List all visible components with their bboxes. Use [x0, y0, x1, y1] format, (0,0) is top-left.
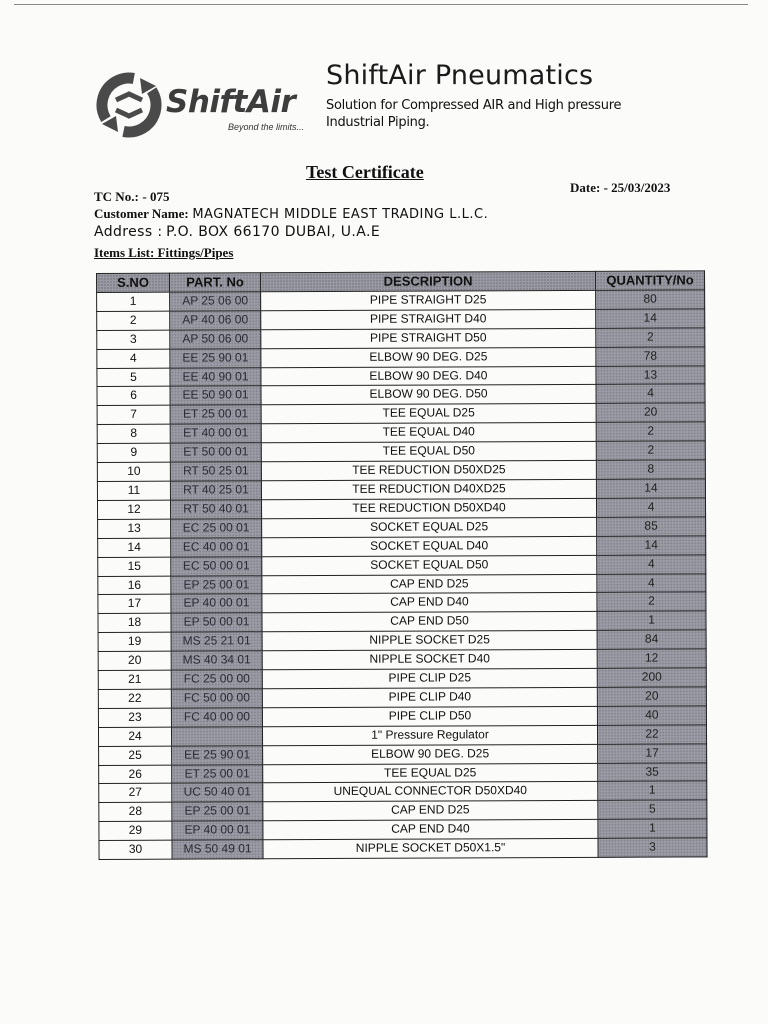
cell-quantity: 78 [596, 346, 705, 365]
cell-sno: 7 [97, 406, 170, 425]
cell-part-no: RT 50 40 01 [170, 500, 261, 519]
cell-sno: 22 [98, 689, 171, 708]
cell-sno: 18 [98, 613, 171, 632]
tc-number-line [94, 188, 488, 205]
cell-sno: 25 [99, 746, 172, 765]
cell-part-no [171, 727, 262, 746]
cell-part-no: EE 50 90 01 [170, 386, 261, 405]
cell-quantity: 4 [596, 384, 705, 403]
cell-quantity: 2 [596, 328, 705, 347]
cell-description: SOCKET EQUAL D50 [262, 555, 597, 575]
cell-quantity: 40 [597, 706, 706, 725]
logo-tagline: Beyond the limits... [228, 122, 305, 132]
cell-sno: 4 [97, 349, 170, 368]
header-sno: S.NO [97, 273, 170, 292]
cell-sno: 1 [97, 292, 170, 311]
cell-quantity: 2 [596, 422, 705, 441]
cell-sno: 3 [97, 330, 170, 349]
cell-description: CAP END D40 [262, 593, 597, 613]
cell-description: TEE EQUAL D40 [261, 423, 596, 443]
customer-name: MAGNATECH MIDDLE EAST TRADING L.L.C. [192, 207, 489, 222]
header-quantity: QUANTITY/No [595, 271, 704, 290]
cell-sno: 16 [98, 576, 171, 595]
cell-quantity: 1 [597, 611, 706, 630]
cell-description: ELBOW 90 DEG. D25 [263, 744, 598, 764]
cell-sno: 21 [98, 670, 171, 689]
cell-sno: 2 [97, 311, 170, 330]
cell-part-no: RT 40 25 01 [170, 481, 261, 500]
cell-sno: 6 [97, 387, 170, 406]
cell-description: TEE EQUAL D50 [261, 441, 596, 461]
cell-description: NIPPLE SOCKET D25 [262, 631, 597, 651]
cell-sno: 13 [98, 519, 171, 538]
cell-quantity: 2 [597, 592, 706, 611]
cell-part-no: ET 50 00 01 [170, 443, 261, 462]
cell-part-no: EP 25 00 01 [172, 802, 263, 821]
table-header-row [97, 271, 705, 293]
cell-sno: 20 [98, 651, 171, 670]
cell-quantity: 200 [597, 668, 706, 687]
address-label: Address : [94, 224, 163, 240]
date-label: Date: [570, 180, 601, 195]
cell-description: PIPE CLIP D25 [262, 668, 597, 688]
cell-quantity: 3 [598, 838, 707, 857]
cell-sno: 26 [99, 765, 172, 784]
cell-part-no: EC 25 00 01 [171, 519, 262, 538]
cell-quantity: 14 [597, 536, 706, 555]
address-value: P.O. BOX 66170 DUBAI, U.A.E [166, 224, 381, 240]
cell-sno: 19 [98, 632, 171, 651]
cell-sno: 17 [98, 595, 171, 614]
company-tagline: Solution for Compressed AIR and High pressure Industrial Piping. [326, 98, 622, 130]
cell-description: PIPE CLIP D40 [262, 687, 597, 707]
cell-part-no: EP 40 00 01 [171, 594, 262, 613]
cell-quantity: 20 [597, 687, 706, 706]
cell-quantity: 4 [596, 498, 705, 517]
items-list-heading: Items List: Fittings/Pipes [94, 245, 234, 260]
cell-description: UNEQUAL CONNECTOR D50XD40 [263, 782, 598, 802]
cell-quantity: 4 [597, 554, 706, 573]
cell-sno: 23 [98, 708, 171, 727]
cell-part-no: ET 25 00 01 [170, 405, 261, 424]
tc-number-label: TC No.: [94, 189, 139, 204]
customer-line [94, 205, 488, 223]
cell-part-no: FC 50 00 00 [171, 689, 262, 708]
cell-description: TEE EQUAL D25 [261, 404, 596, 424]
cell-part-no: AP 25 06 00 [170, 292, 261, 311]
cell-quantity: 14 [596, 479, 705, 498]
cell-part-no: EE 25 90 01 [172, 745, 263, 764]
cell-description: SOCKET EQUAL D40 [262, 536, 597, 556]
cell-description: PIPE CLIP D50 [262, 706, 597, 726]
logo-wordmark: ShiftAir [166, 84, 296, 120]
cell-part-no: MS 25 21 01 [171, 632, 262, 651]
cell-sno: 24 [98, 727, 171, 746]
cell-part-no: EP 50 00 01 [171, 613, 262, 632]
cell-part-no: EE 25 90 01 [170, 348, 261, 367]
cell-quantity: 1 [598, 781, 707, 800]
cell-quantity: 22 [597, 725, 706, 744]
document-title: Test Certificate [306, 162, 424, 182]
cell-part-no: RT 50 25 01 [170, 462, 261, 481]
company-name: ShiftAir Pneumatics [326, 60, 594, 91]
cell-quantity: 2 [596, 441, 705, 460]
cell-description: 1" Pressure Regulator [262, 725, 597, 745]
cell-sno: 27 [99, 784, 172, 803]
cell-quantity: 5 [598, 800, 707, 819]
tc-number-value: - 075 [142, 189, 170, 204]
cell-part-no: EE 40 90 01 [170, 367, 261, 386]
cell-description: SOCKET EQUAL D25 [262, 517, 597, 537]
cell-part-no: MS 50 49 01 [172, 840, 263, 859]
cell-quantity: 85 [597, 517, 706, 536]
cell-quantity: 17 [598, 743, 707, 762]
cell-sno: 28 [99, 803, 172, 822]
cell-part-no: UC 50 40 01 [172, 783, 263, 802]
cell-sno: 9 [97, 443, 170, 462]
cell-part-no: EC 50 00 01 [171, 556, 262, 575]
cell-sno: 15 [98, 557, 171, 576]
cell-description: ELBOW 90 DEG. D25 [261, 347, 596, 367]
cell-quantity: 4 [597, 573, 706, 592]
cell-description: PIPE STRAIGHT D25 [261, 290, 596, 310]
shift-arrows-icon [96, 72, 162, 138]
cell-quantity: 84 [597, 630, 706, 649]
cell-sno: 5 [97, 368, 170, 387]
company-logo [96, 70, 306, 140]
cell-description: CAP END D40 [263, 820, 598, 840]
cell-part-no: ET 25 00 01 [172, 764, 263, 783]
cell-sno: 11 [97, 481, 170, 500]
table-row [99, 838, 707, 860]
header-part-no: PART. No [170, 273, 261, 292]
cell-sno: 8 [97, 424, 170, 443]
address-line [94, 223, 488, 241]
cell-quantity: 14 [596, 309, 705, 328]
certificate-meta [94, 188, 488, 241]
cell-sno: 30 [99, 840, 172, 859]
cell-description: PIPE STRAIGHT D50 [261, 328, 596, 348]
date-line [570, 180, 670, 196]
cell-part-no: AP 40 06 00 [170, 311, 261, 330]
cell-description: CAP END D50 [262, 612, 597, 632]
cell-quantity: 1 [598, 819, 707, 838]
cell-sno: 14 [98, 538, 171, 557]
cell-description: TEE REDUCTION D40XD25 [261, 479, 596, 499]
cell-quantity: 20 [596, 403, 705, 422]
cell-part-no: ET 40 00 01 [170, 424, 261, 443]
cell-quantity: 35 [598, 762, 707, 781]
cell-quantity: 13 [596, 365, 705, 384]
cell-description: TEE EQUAL D25 [263, 763, 598, 783]
customer-label: Customer Name: [94, 206, 189, 221]
cell-part-no: MS 40 34 01 [171, 651, 262, 670]
header-description: DESCRIPTION [261, 271, 596, 291]
cell-part-no: EP 25 00 01 [171, 575, 262, 594]
cell-description: CAP END D25 [262, 574, 597, 594]
cell-part-no: FC 40 00 00 [171, 708, 262, 727]
cell-quantity: 12 [597, 649, 706, 668]
cell-description: CAP END D25 [263, 801, 598, 821]
cell-description: PIPE STRAIGHT D40 [261, 309, 596, 329]
cell-description: TEE REDUCTION D50XD40 [261, 498, 596, 518]
cell-quantity: 80 [596, 290, 705, 309]
cell-part-no: FC 25 00 00 [171, 670, 262, 689]
date-value: - 25/03/2023 [603, 180, 671, 195]
table-body [97, 290, 707, 860]
items-table [96, 270, 708, 860]
top-rule [14, 4, 748, 5]
company-header [326, 60, 646, 131]
cell-sno: 10 [97, 462, 170, 481]
cell-description: ELBOW 90 DEG. D40 [261, 366, 596, 386]
cell-part-no: EC 40 00 01 [171, 537, 262, 556]
cell-quantity: 8 [596, 460, 705, 479]
cell-sno: 12 [97, 500, 170, 519]
cell-sno: 29 [99, 821, 172, 840]
cell-description: TEE REDUCTION D50XD25 [261, 460, 596, 480]
cell-description: NIPPLE SOCKET D50X1.5" [263, 839, 598, 859]
cell-part-no: EP 40 00 01 [172, 821, 263, 840]
cell-description: NIPPLE SOCKET D40 [262, 649, 597, 669]
cell-part-no: AP 50 06 00 [170, 330, 261, 349]
cell-description: ELBOW 90 DEG. D50 [261, 385, 596, 405]
